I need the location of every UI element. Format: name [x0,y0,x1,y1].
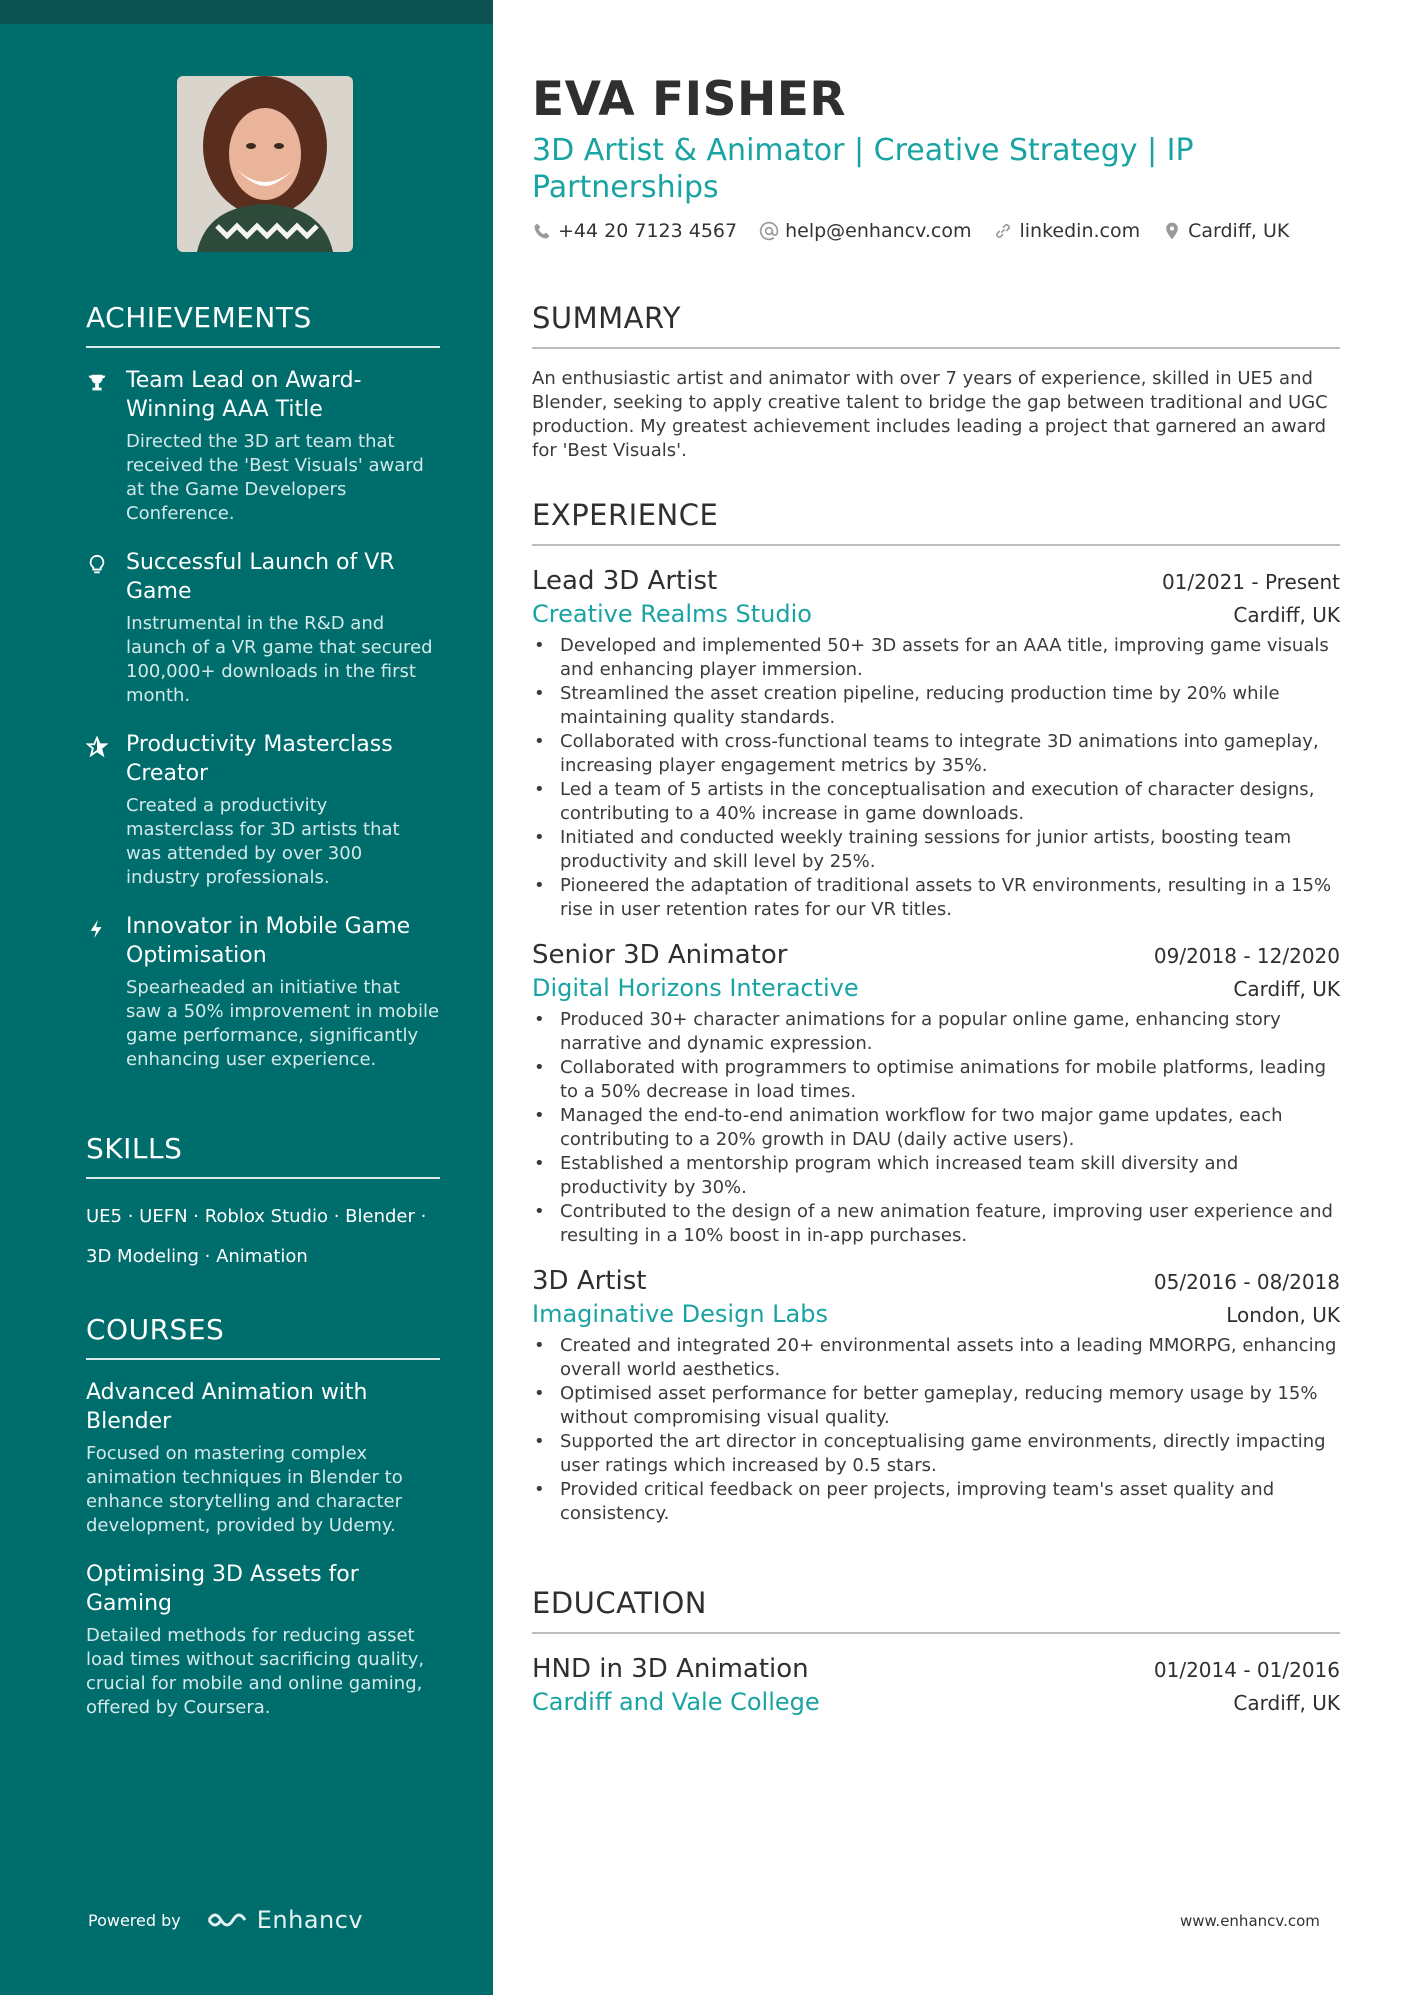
job-title: Senior 3D Animator [532,940,788,970]
contact-location [1162,220,1289,242]
trophy-icon [86,372,108,394]
email-text: help@enhancv.com [785,220,972,242]
bullet-item: • Initiated and conducted weekly training sessions for junior artists, boosting team productivity and skill level by 25%. [532,826,1340,874]
job-bullets [532,1334,1340,1526]
skills-list: UE5 · UEFN · Roblox Studio · Blender · [86,1206,427,1227]
achievement-item [86,548,440,708]
job-dates: 05/2016 - 08/2018 [1153,1270,1340,1294]
courses-section [86,1313,440,1742]
powered-by-label: Powered by [88,1910,181,1930]
job-title: Lead 3D Artist [532,566,718,596]
company-name[interactable]: Imaginative Design Labs [532,1300,828,1328]
contact-phone[interactable] [532,220,737,242]
course-desc: Detailed methods for reducing asset load times without sacrificing quality, crucial for mobile and online gaming, offered by Coursera. [86,1625,425,1718]
footer-url[interactable]: www.enhancv.com [1180,1912,1320,1930]
bullet-item: • Managed the end-to-end animation workflow for two major game updates, each contributing to a 20% growth in DAU (daily active users). [532,1104,1340,1152]
header [532,72,1340,242]
powered-by [88,1906,363,1934]
achievement-title: Innovator in Mobile Game Optimisation [126,914,411,968]
achievements-section [86,301,440,1094]
summary-section [532,301,1340,463]
job-entry [532,1264,1340,1526]
education-dates: 01/2014 - 01/2016 [1153,1658,1340,1682]
course-title: Optimising 3D Assets for Gaming [86,1562,359,1616]
education-section [532,1586,1340,1718]
job-location: Cardiff, UK [1233,977,1340,1001]
course-desc: Focused on mastering complex animation techniques in Blender to enhance storytelling and character development, provided by Udemy. [86,1443,403,1536]
profile-photo [177,76,353,252]
summary-text: An enthusiastic artist and animator with over 7 years of experience, skilled in UE5 and Blender, seeking to apply creative talent to bridge the gap between traditional and UGC production. My greatest achievement includes leading a project that garnered an award for 'Best Visuals'. [532,368,1328,461]
skills-section [86,1132,440,1277]
bullet-item: • Contributed to the design of a new animation feature, improving user experience and resulting in a 10% boost in in-app purchases. [532,1200,1340,1248]
company-name[interactable]: Creative Realms Studio [532,600,812,628]
candidate-subtitle: 3D Artist & Animator | Creative Strategy | IP Partnerships [532,133,1194,205]
contact-bar [532,220,1340,242]
skills-list: 3D Modeling · Animation [86,1246,308,1267]
achievement-title: Team Lead on Award-Winning AAA Title [126,368,362,422]
achievement-item [86,366,440,526]
school-name[interactable]: Cardiff and Vale College [532,1688,820,1716]
achievement-title: Productivity Masterclass Creator [126,732,393,786]
achievement-item [86,730,440,890]
location-pin-icon [1162,221,1182,241]
brand-name: Enhancv [256,1906,364,1934]
experience-section [532,498,1340,1542]
lightning-icon [86,918,108,940]
link-icon [993,221,1013,241]
experience-heading: EXPERIENCE [532,498,1340,546]
job-bullets [532,1008,1340,1248]
bullet-item: • Provided critical feedback on peer projects, improving team's asset quality and consistency. [532,1478,1340,1526]
lightbulb-icon [86,554,108,576]
achievement-desc: Instrumental in the R&D and launch of a VR game that secured 100,000+ downloads in the first month. [126,613,433,706]
job-bullets [532,634,1340,922]
achievement-item [86,912,440,1072]
bullet-item: • Established a mentorship program which increased team skill diversity and productivity by 30%. [532,1152,1340,1200]
summary-heading: SUMMARY [532,301,1340,349]
bullet-item: • Collaborated with programmers to optimise animations for mobile platforms, leading to a 50% decrease in load times. [532,1056,1340,1104]
brand-logo[interactable] [205,1906,363,1934]
course-item [86,1378,440,1538]
degree-title: HND in 3D Animation [532,1654,809,1684]
bullet-item: • Led a team of 5 artists in the conceptualisation and execution of character designs, contributing to a 40% increase in game downloads. [532,778,1340,826]
bullet-item: • Produced 30+ character animations for a popular online game, enhancing story narrative and dynamic expression. [532,1008,1340,1056]
education-heading: EDUCATION [532,1586,1340,1634]
phone-icon [532,221,552,241]
job-entry [532,938,1340,1248]
sidebar [0,0,493,1995]
achievement-desc: Created a productivity masterclass for 3D artists that was attended by over 300 industry professionals. [126,795,400,888]
course-title: Advanced Animation with Blender [86,1380,368,1434]
at-icon [759,221,779,241]
achievement-desc: Spearheaded an initiative that saw a 50% improvement in mobile game performance, significantly enhancing user experience. [126,977,440,1070]
star-icon [86,736,108,758]
bullet-item: • Supported the art director in conceptualising game environments, directly impacting user ratings which increased by 0.5 stars. [532,1430,1340,1478]
skills-heading: SKILLS [86,1132,440,1179]
courses-heading: COURSES [86,1313,440,1360]
bullet-item: • Developed and implemented 50+ 3D assets for an AAA title, improving game visuals and enhancing player immersion. [532,634,1340,682]
linkedin-text: linkedin.com [1019,220,1141,242]
education-location: Cardiff, UK [1233,1691,1340,1715]
job-dates: 01/2021 - Present [1161,570,1340,594]
achievement-desc: Directed the 3D art team that received the 'Best Visuals' award at the Game Developers Conference. [126,431,424,524]
job-entry [532,564,1340,922]
sidebar-top-bar [0,0,493,24]
contact-linkedin[interactable] [993,220,1140,242]
candidate-name: EVA FISHER [532,72,847,127]
job-dates: 09/2018 - 12/2020 [1153,944,1340,968]
job-location: London, UK [1226,1303,1340,1327]
bullet-item: • Optimised asset performance for better gameplay, reducing memory usage by 15% without compromising visual quality. [532,1382,1340,1430]
bullet-item: • Streamlined the asset creation pipeline, reducing production time by 20% while maintaining quality standards. [532,682,1340,730]
job-title: 3D Artist [532,1266,647,1296]
bullet-item: • Pioneered the adaptation of traditional assets to VR environments, resulting in a 15% rise in user retention rates for our VR titles. [532,874,1340,922]
location-text: Cardiff, UK [1188,220,1290,242]
contact-email[interactable] [759,220,971,242]
bullet-item: • Created and integrated 20+ environmental assets into a leading MMORPG, enhancing overall world aesthetics. [532,1334,1340,1382]
job-location: Cardiff, UK [1233,603,1340,627]
enhancv-logo-icon [205,1908,249,1932]
achievement-title: Successful Launch of VR Game [126,550,395,604]
achievements-heading: ACHIEVEMENTS [86,301,440,348]
course-item [86,1560,440,1720]
phone-text: +44 20 7123 4567 [558,220,738,242]
bullet-item: • Collaborated with cross-functional teams to integrate 3D animations into gameplay, increasing player engagement metrics by 35%. [532,730,1340,778]
company-name[interactable]: Digital Horizons Interactive [532,974,859,1002]
